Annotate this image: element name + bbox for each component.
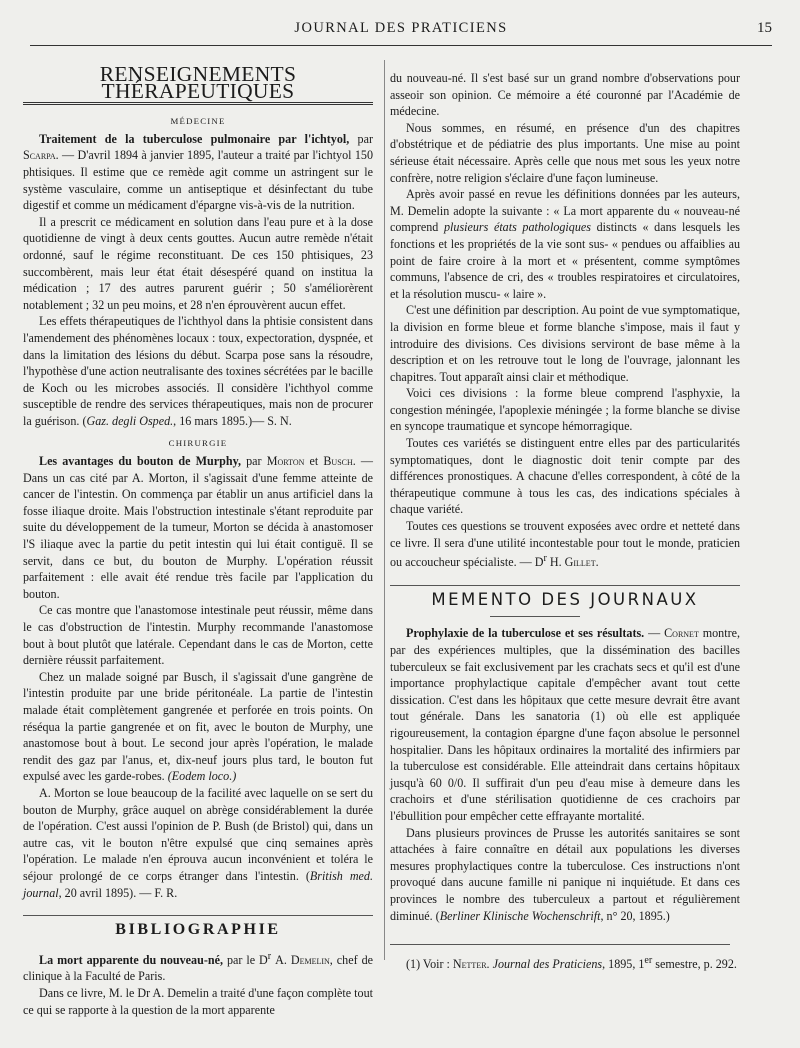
source: Berliner Klinische Wochenschrift xyxy=(439,908,601,923)
left-column xyxy=(23,62,374,1018)
paragraph: Dans ce livre, M. le Dr A. Demelin a traité d'une façon complète tout ce qui se rapporte à la question de la mort apparente xyxy=(23,985,373,1017)
footnote: (1) Voir : Netter. Journal des Praticiens, 1895, 1er semestre, p. 292. xyxy=(406,955,737,972)
column-divider xyxy=(384,60,385,960)
paragraph: du nouveau-né. Il s'est basé sur un grand nombre d'observations pour asseoir son opinion. Ce mémoire a été couronné par l'Académie de médecine. xyxy=(390,71,740,119)
header-rule xyxy=(30,45,772,46)
subsection-medecine: MÉDECINE xyxy=(170,116,226,127)
paragraph: A. Morton se loue beaucoup de la facilité avec laquelle on se sert du bouton de Murphy, grâce auquel on abrège considérablement la durée de l'opération. C'est aussi l'opinion de P. Bush (de Bristol) qui, dans un autre cas, vit le bouton n'être expulsé que cinq semaines après l'opération. Le malade n'en éprouva aucun inconvénient et toléra le séjour prolongé de ce corps étranger dans l'intestin. (British med. journal, 20 avril 1895). — F. R. xyxy=(23,785,373,900)
author: Morton xyxy=(266,454,305,469)
footnote-rule xyxy=(390,944,730,945)
article-title: Traitement de la tuberculose pulmonaire par l'ichtyol, xyxy=(39,131,350,146)
paragraph: Il a prescrit ce médicament en solution dans l'eau pure et à la dose quotidienne de vingt à deux cents gouttes. Aucun autre remède n'était ordonné, sauf le régime reconstituant. De ces 150 phtisiques, 23 succombèrent, mais leur état était désespéré quand on institua la médication ; 17 des autres parurent guérir ; 50 s'améliorèrent notablement ; 32 un peu moins, et 28 n'en éprouvèrent aucun effet. xyxy=(23,214,373,312)
paragraph: Ce cas montre que l'anastomose intestinale peut réussir, même dans le cas d'obstruction de l'intestin. Murphy recommande l'anastomose bout à bout plutôt que latérale. Cependant dans le cas de Morton, cette dernière réussit parfaitement. xyxy=(23,603,373,668)
book-title: La mort apparente du nouveau-né, xyxy=(39,952,223,967)
section-title-bibliographie: BIBLIOGRAPHIE xyxy=(23,915,373,939)
paragraph: Les effets thérapeutiques de l'ichthyol dans la phtisie consistent dans l'amendement des phénomènes locaux : toux, expectoration, dyspnée, et dans la limitation des lésions du début. Scarpa pose sans la résoudre, l'hypothèse d'une action neutralisante des toxines sécrétées par le bacille de Koch ou les microbes associés. Il considère l'ichthyol comme susceptible de rendre des services thérapeutiques, mais non de procurer la guérison. (Gaz. degli Osped., 16 mars 1895.)— S. N. xyxy=(23,314,373,428)
paragraph: Chez un malade soigné par Busch, il s'agissait d'une gangrène de l'intestin produite par une bride péritonéale. La partie de l'intestin malade était complètement gangrenée et perforée en trois points. On réséqua la partie gangrenée et on fit, avec le bouton de Murphy, une anastomose bout à bout. Le second jour après l'opération, le malade rendit des gaz par l'anus, et, dix-neuf jours plus tard, le bouton fut expulsé avec les garde-robes. (Eodem loco.) xyxy=(23,669,373,784)
source: Gaz. degli Osped. xyxy=(86,413,174,428)
article-murphy: Les avantages du bouton de Murphy, par Morton et Busch. — Dans un cas cité par A. Morton, il s'agissait d'une femme atteinte de cancer de l'intestin. On commença par établir un anus artificiel dans la fosse iliaque droite. Mais l'obstruction intestinale s'étant reproduite par suite du développement de la tumeur, Morton se décida à anastomoser l'S iliaque avec la partie du petit intestin qui lui était contiguë. Il se servit, dans ce but, du bouton de Murphy. L'opération réussit parfaitement : elle avait été rendue très facile par l'application du bouton. xyxy=(23,454,374,601)
source: British med. journal xyxy=(23,868,373,900)
author: Scarpa xyxy=(23,148,56,163)
article-title: Prophylaxie de la tuberculose et ses résultats. xyxy=(406,626,645,641)
article-prophylaxie: Prophylaxie de la tuberculose et ses résultats. — Cornet montre, par des expériences multiples, que la dissémination des bacilles tuberculeux se fait exclusivement par les crachats secs et qu'il est d'une importance prophylactique capitale d'empêcher avant tout cette dissication. C'est dans les hôpitaux que cette mesure devrait être avant tout générale. Dans les sanatoria (1) où elle est appliquée rigoureusement, la contagion épargne d'une façon absolue le personnel hospitalier. Dans les hôpitaux ordinaires la mortalité des infirmiers par la tuberculose est considérable. Elle atteindrait dans certains hôpitaux jusqu'à 60 0/0. Il suffirait d'un peu d'eau mise à demeure dans les crachoirs et d'une stérilisation quotidienne de ces crachoirs par l'ébullition pour empêcher cette effrayante mortalité. xyxy=(390,626,740,823)
author: Cornet xyxy=(664,626,699,641)
paragraph: Voici ces divisions : la forme bleue comprend l'asphyxie, la congestion méningée, l'apoplexie méningée ; la forme blanche se divise en syncope traumatique et syncope hémorragique. xyxy=(390,386,740,434)
author: H. Gillet xyxy=(549,555,596,570)
paragraph: Après avoir passé en revue les définitions données par les auteurs, M. Demelin adopte la suivante : « La mort apparente du « nouveau-né comprend plusieurs états pathologiques distincts « dans lesquels les fonctions et les propriétés de la vie sont sus- « pendues ou affaiblies au point de faire croire à la mort et « présentent, comme symptômes communs, l'absence de cri, des « troubles respiratoires et circulatoires, et la résolution muscu- « laire ». xyxy=(390,187,740,301)
journal-title: JOURNAL DES PRATICIENS xyxy=(294,20,508,36)
section-title-therapeutiques: RENSEIGNEMENTS THÉRAPEUTIQUES xyxy=(23,66,373,105)
short-rule xyxy=(490,616,580,617)
paragraph: Toutes ces variétés se distinguent entre elles par des particularités symptomatiques, dont le diagnostic doit tenir compte par des différences pronostiques. A chacune d'elles correspondent, à côté de la thérapeutique commune à tous les cas, des indications spéciales à chaque variété. xyxy=(390,436,740,517)
running-header xyxy=(30,20,772,42)
section-title-memento: MEMENTO DES JOURNAUX xyxy=(390,585,740,609)
source: (Eodem loco.) xyxy=(167,769,237,784)
paragraph: Dans plusieurs provinces de Prusse les autorités sanitaires se sont attachées à faire connaître en détail aux populations les diverses mesures prophylactiques contre la tuberculose. Ces instructions n'ont provoqué dans aucune famille ni panique ni inquiétude. Et dans ces provinces le nombre des tuberculeux a partout et régulièrement diminué. (Berliner Klinische Wochenschrift, n° 20, 1895.) xyxy=(390,825,740,923)
page-number: 15 xyxy=(757,20,772,36)
paragraph: C'est une définition par description. Au point de vue symptomatique, la division en forme bleue et forme blanche s'impose, mais il faut y introduire des divisions. Ces divisions serviront de base même à la description et on les retrouve tout le long de l'ouvrage, jalonnant les chapitres. Tout apparaît ainsi clair et méthodique. xyxy=(390,303,740,384)
paragraph: Toutes ces questions se trouvent exposées avec ordre et netteté dans ce livre. Il sera d'une utilité incontestable pour tout le monde, praticien ou accoucheur spécialiste. — $D^r$ H. Gillet. xyxy=(390,519,740,570)
subsection-chirurgie: CHIRURGIE xyxy=(168,438,228,449)
right-column xyxy=(390,70,740,973)
author: Busch xyxy=(323,454,353,469)
author: A. Demelin xyxy=(275,952,330,967)
book-review: La mort apparente du nouveau-né, par le $D^r$ A. Demelin, chef de clinique à la Faculté de Paris. xyxy=(23,950,373,984)
paragraph: Nous sommes, en résumé, en présence d'un des chapitres d'obstétrique et de pédiatrie des plus importants. Une mise au point sérieuse était nécessaire. Après celle que nous met sous les yeux notre confrère, notre religion s'éclaire d'une façon lumineuse. xyxy=(390,120,740,185)
article-ichtyol: Traitement de la tuberculose pulmonaire par l'ichtyol, par Scarpa. — D'avril 1894 à janvier 1895, l'auteur a traité par l'ichtyol 150 phtisiques. Il estime que ce remède agit comme un astringent sur le système vasculaire, comme un antiseptique et désinfectant du tube digestif et comme un médicament d'épargne vis-à-vis de la nutrition. xyxy=(23,131,373,213)
article-title: Les avantages du bouton de Murphy, xyxy=(39,454,241,469)
